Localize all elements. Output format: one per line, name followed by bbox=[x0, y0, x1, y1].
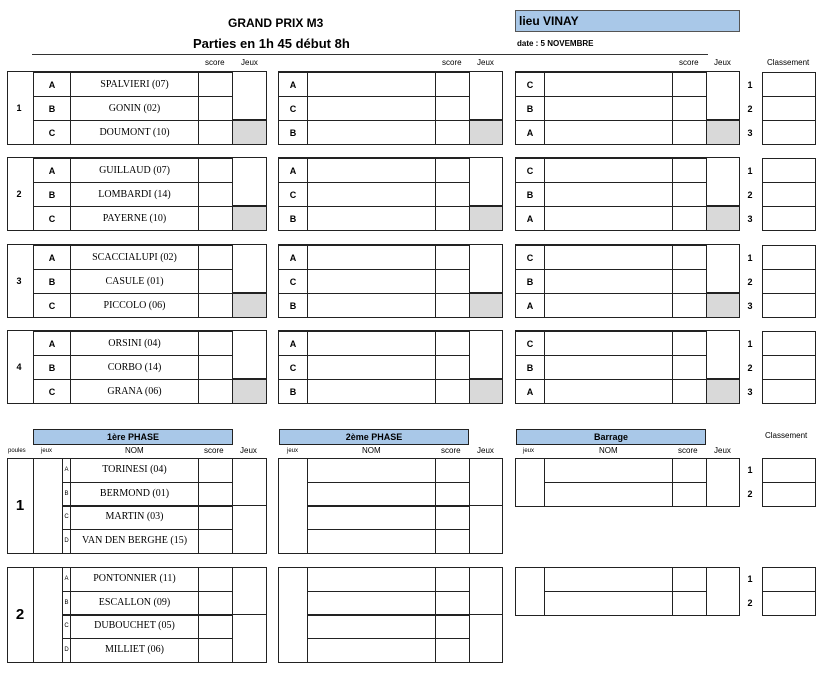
col-jeux-2: Jeux bbox=[477, 58, 494, 67]
phase2-name-cell[interactable] bbox=[307, 458, 436, 483]
phase2-name-cell[interactable] bbox=[307, 614, 436, 639]
poule-number: 1 bbox=[15, 497, 25, 514]
header-divider bbox=[32, 54, 708, 55]
poules-label: poules bbox=[8, 448, 26, 454]
col-score-2: score bbox=[442, 58, 462, 67]
group-number: 2 bbox=[16, 189, 22, 199]
rank-cell[interactable] bbox=[762, 96, 816, 121]
jeux-cell-grey bbox=[232, 293, 267, 318]
round3-letter: C bbox=[526, 166, 534, 176]
rank-cell[interactable] bbox=[762, 355, 816, 380]
jeux-cell[interactable] bbox=[706, 458, 740, 507]
score-cell[interactable] bbox=[435, 269, 470, 294]
poule-rank-number: 2 bbox=[747, 598, 753, 608]
opponent-cell[interactable] bbox=[544, 206, 673, 231]
score-cell[interactable] bbox=[672, 355, 707, 380]
opponent-cell[interactable] bbox=[307, 355, 436, 380]
score-cell[interactable] bbox=[198, 206, 233, 231]
jeux-cell[interactable] bbox=[706, 567, 740, 616]
round2-letter: A bbox=[289, 166, 297, 176]
opponent-cell[interactable] bbox=[307, 182, 436, 207]
poule-player-name: ESCALLON (09) bbox=[98, 597, 171, 608]
round2-letter: A bbox=[289, 253, 297, 263]
round1-letter: C bbox=[48, 128, 56, 138]
jeux-cell[interactable] bbox=[232, 458, 267, 506]
poule-number: 2 bbox=[15, 606, 25, 623]
rank-cell[interactable] bbox=[762, 182, 816, 207]
jeux-cap-p3: Jeux bbox=[714, 446, 731, 455]
rank-number: 2 bbox=[747, 277, 753, 287]
jeux-cell-grey bbox=[469, 120, 503, 145]
score-cell[interactable] bbox=[672, 96, 707, 121]
score-cell[interactable] bbox=[672, 567, 707, 592]
poule-letter: A bbox=[64, 576, 69, 582]
round3-letter: C bbox=[526, 339, 534, 349]
rank-cell[interactable] bbox=[762, 331, 816, 356]
rank-cell[interactable] bbox=[762, 72, 816, 97]
player-name: GONIN (02) bbox=[108, 103, 161, 114]
round1-letter: B bbox=[48, 277, 56, 287]
jeux-cell-grey bbox=[706, 293, 740, 318]
nom-label-p2: NOM bbox=[362, 446, 381, 455]
player-name: ORSINI (04) bbox=[108, 338, 161, 349]
group-number: 1 bbox=[16, 103, 22, 113]
rank-number: 1 bbox=[747, 339, 753, 349]
sheet-title: GRAND PRIX M3 bbox=[228, 16, 324, 30]
phase2-jeux-col[interactable] bbox=[278, 458, 308, 554]
opponent-cell[interactable] bbox=[307, 120, 436, 145]
jeux-cell[interactable] bbox=[706, 157, 740, 206]
jeux-cell-grey bbox=[706, 206, 740, 231]
rank-number: 2 bbox=[747, 104, 753, 114]
rank-cell[interactable] bbox=[762, 158, 816, 183]
opponent-cell[interactable] bbox=[544, 355, 673, 380]
opponent-cell[interactable] bbox=[544, 331, 673, 356]
opponent-cell[interactable] bbox=[307, 206, 436, 231]
group-number: 3 bbox=[16, 276, 22, 286]
rank-cell[interactable] bbox=[762, 379, 816, 404]
rank-cell[interactable] bbox=[762, 293, 816, 318]
jeux-cell[interactable] bbox=[469, 330, 503, 379]
jeux-cell-grey bbox=[706, 120, 740, 145]
score-cell[interactable] bbox=[435, 379, 470, 404]
jeux-cell-grey bbox=[469, 379, 503, 404]
round2-letter: A bbox=[289, 339, 297, 349]
score-cell[interactable] bbox=[672, 293, 707, 318]
jeux-cell[interactable] bbox=[232, 330, 267, 379]
jeux-cell[interactable] bbox=[232, 614, 267, 663]
phase2-name-cell[interactable] bbox=[307, 505, 436, 530]
score-cell[interactable] bbox=[198, 505, 233, 530]
opponent-cell[interactable] bbox=[544, 96, 673, 121]
jeux-cell-grey bbox=[232, 120, 267, 145]
opponent-cell[interactable] bbox=[544, 293, 673, 318]
rank-number: 2 bbox=[747, 190, 753, 200]
phase1-header: 1ère PHASE bbox=[33, 429, 233, 445]
barrage-jeux-col[interactable] bbox=[515, 567, 545, 616]
opponent-cell[interactable] bbox=[307, 158, 436, 183]
group-number: 4 bbox=[16, 362, 22, 372]
col-score-1: score bbox=[205, 58, 225, 67]
player-name: DOUMONT (10) bbox=[99, 127, 170, 138]
poule-player-name: PONTONNIER (11) bbox=[93, 573, 176, 584]
phase2-jeux-col[interactable] bbox=[278, 567, 308, 663]
poule-rank-number: 1 bbox=[747, 574, 753, 584]
poule-player-name: VAN DEN BERGHE (15) bbox=[81, 535, 188, 546]
classement-label-2: Classement bbox=[765, 431, 808, 440]
date-label: date : 5 NOVEMBRE bbox=[517, 39, 594, 48]
phase2-header: 2ème PHASE bbox=[279, 429, 469, 445]
score-cell[interactable] bbox=[198, 331, 233, 356]
nom-label-p3: NOM bbox=[599, 446, 618, 455]
jeux-label-p2: jeux bbox=[287, 448, 299, 454]
jeux-cap-p1: Jeux bbox=[240, 446, 257, 455]
score-cell[interactable] bbox=[435, 638, 470, 663]
poule-rank-number: 1 bbox=[747, 465, 753, 475]
jeux-cell-grey bbox=[469, 206, 503, 231]
phase2-name-cell[interactable] bbox=[307, 567, 436, 592]
phase2-name-cell[interactable] bbox=[307, 529, 436, 554]
player-name: PICCOLO (06) bbox=[103, 300, 166, 311]
score-cell[interactable] bbox=[435, 567, 470, 592]
score-cell[interactable] bbox=[435, 482, 470, 507]
barrage-jeux-col[interactable] bbox=[515, 458, 545, 507]
poule-jeux-col[interactable] bbox=[33, 458, 63, 554]
rank-cell[interactable] bbox=[762, 120, 816, 145]
score-cell[interactable] bbox=[198, 482, 233, 507]
score-cell[interactable] bbox=[198, 591, 233, 616]
round3-letter: C bbox=[526, 253, 534, 263]
round3-letter: B bbox=[526, 104, 534, 114]
score-cell[interactable] bbox=[672, 591, 707, 616]
score-cell[interactable] bbox=[672, 379, 707, 404]
col-jeux-1: Jeux bbox=[241, 58, 258, 67]
round1-letter: A bbox=[48, 253, 56, 263]
score-cell[interactable] bbox=[435, 206, 470, 231]
opponent-cell[interactable] bbox=[307, 72, 436, 97]
opponent-cell[interactable] bbox=[544, 72, 673, 97]
score-label-p2: score bbox=[441, 446, 461, 455]
player-name: SCACCIALUPI (02) bbox=[92, 252, 177, 263]
score-cell[interactable] bbox=[198, 269, 233, 294]
score-cell[interactable] bbox=[435, 96, 470, 121]
jeux-cell[interactable] bbox=[469, 71, 503, 120]
score-cell[interactable] bbox=[672, 269, 707, 294]
round2-letter: A bbox=[289, 80, 297, 90]
jeux-cell-grey bbox=[706, 379, 740, 404]
score-cell[interactable] bbox=[435, 120, 470, 145]
round2-letter: B bbox=[289, 301, 297, 311]
jeux-cell-grey bbox=[469, 293, 503, 318]
rank-number: 1 bbox=[747, 166, 753, 176]
rank-cell[interactable] bbox=[762, 482, 816, 507]
jeux-cell[interactable] bbox=[232, 244, 267, 293]
poule-letter: D bbox=[64, 647, 69, 653]
round3-letter: A bbox=[526, 214, 534, 224]
score-cell[interactable] bbox=[672, 182, 707, 207]
rank-cell[interactable] bbox=[762, 206, 816, 231]
jeux-cell[interactable] bbox=[232, 71, 267, 120]
opponent-cell[interactable] bbox=[544, 158, 673, 183]
poule-player-name: TORINESI (04) bbox=[102, 464, 167, 475]
jeux-cell[interactable] bbox=[706, 244, 740, 293]
round1-letter: A bbox=[48, 80, 56, 90]
opponent-cell[interactable] bbox=[307, 96, 436, 121]
player-name: GUILLAUD (07) bbox=[99, 165, 170, 176]
jeux-cell-grey bbox=[232, 206, 267, 231]
score-label-p1: score bbox=[204, 446, 224, 455]
score-cell[interactable] bbox=[198, 293, 233, 318]
rank-number: 3 bbox=[747, 387, 753, 397]
jeux-cell[interactable] bbox=[706, 330, 740, 379]
score-cell[interactable] bbox=[672, 206, 707, 231]
poule-player-name: BERMOND (01) bbox=[99, 488, 170, 499]
rank-cell[interactable] bbox=[762, 245, 816, 270]
opponent-cell[interactable] bbox=[307, 293, 436, 318]
rank-cell[interactable] bbox=[762, 458, 816, 483]
opponent-cell[interactable] bbox=[307, 245, 436, 270]
jeux-label-p1: jeux bbox=[41, 448, 53, 454]
round1-letter: A bbox=[48, 339, 56, 349]
score-cell[interactable] bbox=[198, 614, 233, 639]
score-cell[interactable] bbox=[198, 567, 233, 592]
barrage-name-cell[interactable] bbox=[544, 591, 673, 616]
score-cell[interactable] bbox=[672, 245, 707, 270]
nom-label-p1: NOM bbox=[125, 446, 144, 455]
poule-letter: B bbox=[64, 491, 69, 497]
score-cell[interactable] bbox=[198, 182, 233, 207]
score-cell[interactable] bbox=[435, 458, 470, 483]
jeux-label-p3: jeux bbox=[523, 448, 535, 454]
round2-letter: B bbox=[289, 214, 297, 224]
round1-letter: B bbox=[48, 363, 56, 373]
jeux-cell[interactable] bbox=[469, 567, 503, 615]
score-cell[interactable] bbox=[435, 505, 470, 530]
opponent-cell[interactable] bbox=[544, 245, 673, 270]
rank-number: 3 bbox=[747, 301, 753, 311]
poule-player-name: MILLIET (06) bbox=[105, 644, 164, 655]
score-cell[interactable] bbox=[435, 158, 470, 183]
poule-letter: C bbox=[64, 623, 69, 629]
poule-letter: D bbox=[64, 538, 69, 544]
score-cell[interactable] bbox=[435, 529, 470, 554]
opponent-cell[interactable] bbox=[544, 120, 673, 145]
score-cell[interactable] bbox=[198, 72, 233, 97]
score-cell[interactable] bbox=[672, 458, 707, 483]
sheet-subtitle: Parties en 1h 45 début 8h bbox=[193, 36, 350, 51]
round3-letter: A bbox=[526, 301, 534, 311]
jeux-cell[interactable] bbox=[469, 614, 503, 663]
score-cell[interactable] bbox=[435, 182, 470, 207]
rank-number: 3 bbox=[747, 128, 753, 138]
round3-letter: B bbox=[526, 363, 534, 373]
jeux-cell[interactable] bbox=[232, 157, 267, 206]
score-cell[interactable] bbox=[198, 96, 233, 121]
score-cell[interactable] bbox=[435, 591, 470, 616]
jeux-cell[interactable] bbox=[232, 567, 267, 615]
round3-letter: B bbox=[526, 277, 534, 287]
score-cell[interactable] bbox=[198, 120, 233, 145]
poule-letter: C bbox=[64, 514, 69, 520]
round2-letter: B bbox=[289, 128, 297, 138]
score-cell[interactable] bbox=[435, 355, 470, 380]
round1-letter: B bbox=[48, 190, 56, 200]
jeux-cell[interactable] bbox=[232, 505, 267, 554]
col-score-3: score bbox=[679, 58, 699, 67]
round3-letter: B bbox=[526, 190, 534, 200]
score-cell[interactable] bbox=[672, 331, 707, 356]
round1-letter: B bbox=[48, 104, 56, 114]
score-cell[interactable] bbox=[435, 293, 470, 318]
rank-number: 1 bbox=[747, 253, 753, 263]
score-cell[interactable] bbox=[198, 529, 233, 554]
poule-rank-number: 2 bbox=[747, 489, 753, 499]
player-name: SPALVIERI (07) bbox=[100, 79, 169, 90]
poule-letter: B bbox=[64, 600, 69, 606]
score-cell[interactable] bbox=[435, 245, 470, 270]
round1-letter: C bbox=[48, 301, 56, 311]
round1-letter: C bbox=[48, 387, 56, 397]
score-label-p3: score bbox=[678, 446, 698, 455]
round2-letter: C bbox=[289, 363, 297, 373]
score-cell[interactable] bbox=[672, 482, 707, 507]
barrage-header: Barrage bbox=[516, 429, 706, 445]
round1-letter: C bbox=[48, 214, 56, 224]
round1-letter: A bbox=[48, 166, 56, 176]
jeux-cell[interactable] bbox=[469, 458, 503, 506]
score-cell[interactable] bbox=[198, 458, 233, 483]
barrage-name-cell[interactable] bbox=[544, 482, 673, 507]
player-name: GRANA (06) bbox=[107, 386, 162, 397]
score-cell[interactable] bbox=[435, 614, 470, 639]
poule-player-name: DUBOUCHET (05) bbox=[94, 620, 175, 631]
poule-jeux-col[interactable] bbox=[33, 567, 63, 663]
rank-cell[interactable] bbox=[762, 567, 816, 592]
score-cell[interactable] bbox=[198, 638, 233, 663]
player-name: CASULE (01) bbox=[105, 276, 164, 287]
score-cell[interactable] bbox=[672, 120, 707, 145]
opponent-cell[interactable] bbox=[307, 269, 436, 294]
round2-letter: C bbox=[289, 277, 297, 287]
round3-letter: A bbox=[526, 128, 534, 138]
lieu-field[interactable]: lieu VINAY bbox=[515, 10, 740, 32]
score-cell[interactable] bbox=[198, 355, 233, 380]
poule-letter: A bbox=[64, 467, 69, 473]
rank-number: 2 bbox=[747, 363, 753, 373]
rank-cell[interactable] bbox=[762, 591, 816, 616]
phase2-name-cell[interactable] bbox=[307, 638, 436, 663]
opponent-cell[interactable] bbox=[307, 331, 436, 356]
rank-number: 3 bbox=[747, 214, 753, 224]
score-cell[interactable] bbox=[672, 158, 707, 183]
col-classement: Classement bbox=[767, 58, 810, 67]
score-cell[interactable] bbox=[198, 379, 233, 404]
opponent-cell[interactable] bbox=[544, 379, 673, 404]
barrage-name-cell[interactable] bbox=[544, 458, 673, 483]
phase2-name-cell[interactable] bbox=[307, 591, 436, 616]
player-name: CORBO (14) bbox=[107, 362, 162, 373]
opponent-cell[interactable] bbox=[544, 182, 673, 207]
score-cell[interactable] bbox=[435, 72, 470, 97]
score-cell[interactable] bbox=[672, 72, 707, 97]
round3-letter: A bbox=[526, 387, 534, 397]
player-name: PAYERNE (10) bbox=[102, 213, 167, 224]
score-cell[interactable] bbox=[435, 331, 470, 356]
jeux-cell[interactable] bbox=[469, 505, 503, 554]
poule-player-name: MARTIN (03) bbox=[105, 511, 164, 522]
rank-cell[interactable] bbox=[762, 269, 816, 294]
round2-letter: C bbox=[289, 104, 297, 114]
jeux-cell[interactable] bbox=[706, 71, 740, 120]
round2-letter: C bbox=[289, 190, 297, 200]
jeux-cap-p2: Jeux bbox=[477, 446, 494, 455]
barrage-name-cell[interactable] bbox=[544, 567, 673, 592]
round3-letter: C bbox=[526, 80, 534, 90]
jeux-cell[interactable] bbox=[469, 157, 503, 206]
score-cell[interactable] bbox=[198, 245, 233, 270]
jeux-cell-grey bbox=[232, 379, 267, 404]
opponent-cell[interactable] bbox=[544, 269, 673, 294]
player-name: LOMBARDI (14) bbox=[98, 189, 171, 200]
jeux-cell[interactable] bbox=[469, 244, 503, 293]
score-cell[interactable] bbox=[198, 158, 233, 183]
round2-letter: B bbox=[289, 387, 297, 397]
col-jeux-3: Jeux bbox=[714, 58, 731, 67]
rank-number: 1 bbox=[747, 80, 753, 90]
opponent-cell[interactable] bbox=[307, 379, 436, 404]
phase2-name-cell[interactable] bbox=[307, 482, 436, 507]
